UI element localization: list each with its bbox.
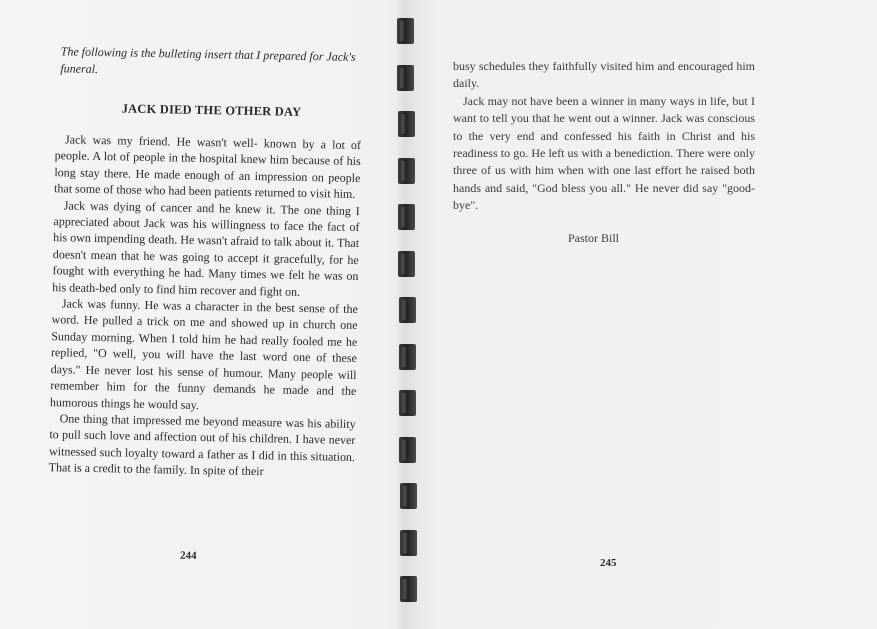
- page-number-left: 244: [179, 549, 197, 562]
- binding-coil: [399, 437, 416, 463]
- left-page: [0, 0, 386, 629]
- binding-coil: [400, 483, 417, 509]
- signature: Pastor Bill: [568, 231, 620, 245]
- binding-coil: [400, 530, 417, 556]
- paragraph: busy schedules they faithfully visited him and encouraged him daily.: [453, 59, 755, 91]
- binding-coil: [398, 251, 415, 277]
- left-page-body: [49, 131, 362, 481]
- binding-coil: [398, 111, 415, 137]
- spiral-binding: [380, 0, 425, 629]
- right-page: [425, 0, 877, 629]
- binding-coil: [399, 344, 416, 370]
- right-page-body: [453, 58, 755, 215]
- binding-coil: [397, 65, 414, 91]
- paragraph: Jack was dying of cancer and he knew it. The one thing I appreciated about Jack was his willingness to face the fact of his own impending death. He wasn't afraid to talk about it. That doesn't mean that he was going to accept it gracefully, for he fought with everything he had. Many times we felt he was on his death-bed only to find him recover and fight on.: [52, 197, 360, 299]
- paragraph: Jack was funny. He was a character in the best sense of the word. He pulled a trick on me and showed up in church one Sunday morning. When I told him he had really fooled me he replied, "O well, you will have the last word one of these days." He never lost his sense of humour. Many people will remember him for the funny demands he made and the humorous things he would say.: [49, 296, 358, 412]
- paragraph: Jack may not have been a winner in many ways in life, but I want to tell you that he went out a winner. Jack was conscious to the very end and confessed his faith in Christ and his readiness to go. He left us with a benediction. There were only three of us with him when with one last effort he raised both hands and said, "God bless you all." He never did say "good-bye".: [453, 93, 755, 213]
- page-number-right: 245: [600, 557, 617, 569]
- intro-note: The following is the bulleting insert that I prepared for Jack's funeral.: [60, 44, 356, 76]
- paragraph: Jack was my friend. He wasn't well- known by a lot of people. A lot of people in the hospital knew him because of his long stay there. He made enough of an impression on people that some of those who had been patients returned to visit him.: [53, 132, 362, 202]
- binding-coil: [398, 204, 415, 230]
- binding-coil: [400, 576, 417, 602]
- article-heading: JACK DIED THE OTHER DAY: [121, 101, 302, 119]
- paragraph: One thing that impressed me beyond measure was his ability to pull such love and affection out of his children. I have never witnessed such loyalty toward a father as I did in this situation. That is a credit to the family. In spite of their: [48, 411, 356, 479]
- binding-coil: [399, 297, 416, 323]
- binding-coil: [398, 158, 415, 184]
- binding-coil: [399, 390, 416, 416]
- binding-coil: [397, 18, 414, 44]
